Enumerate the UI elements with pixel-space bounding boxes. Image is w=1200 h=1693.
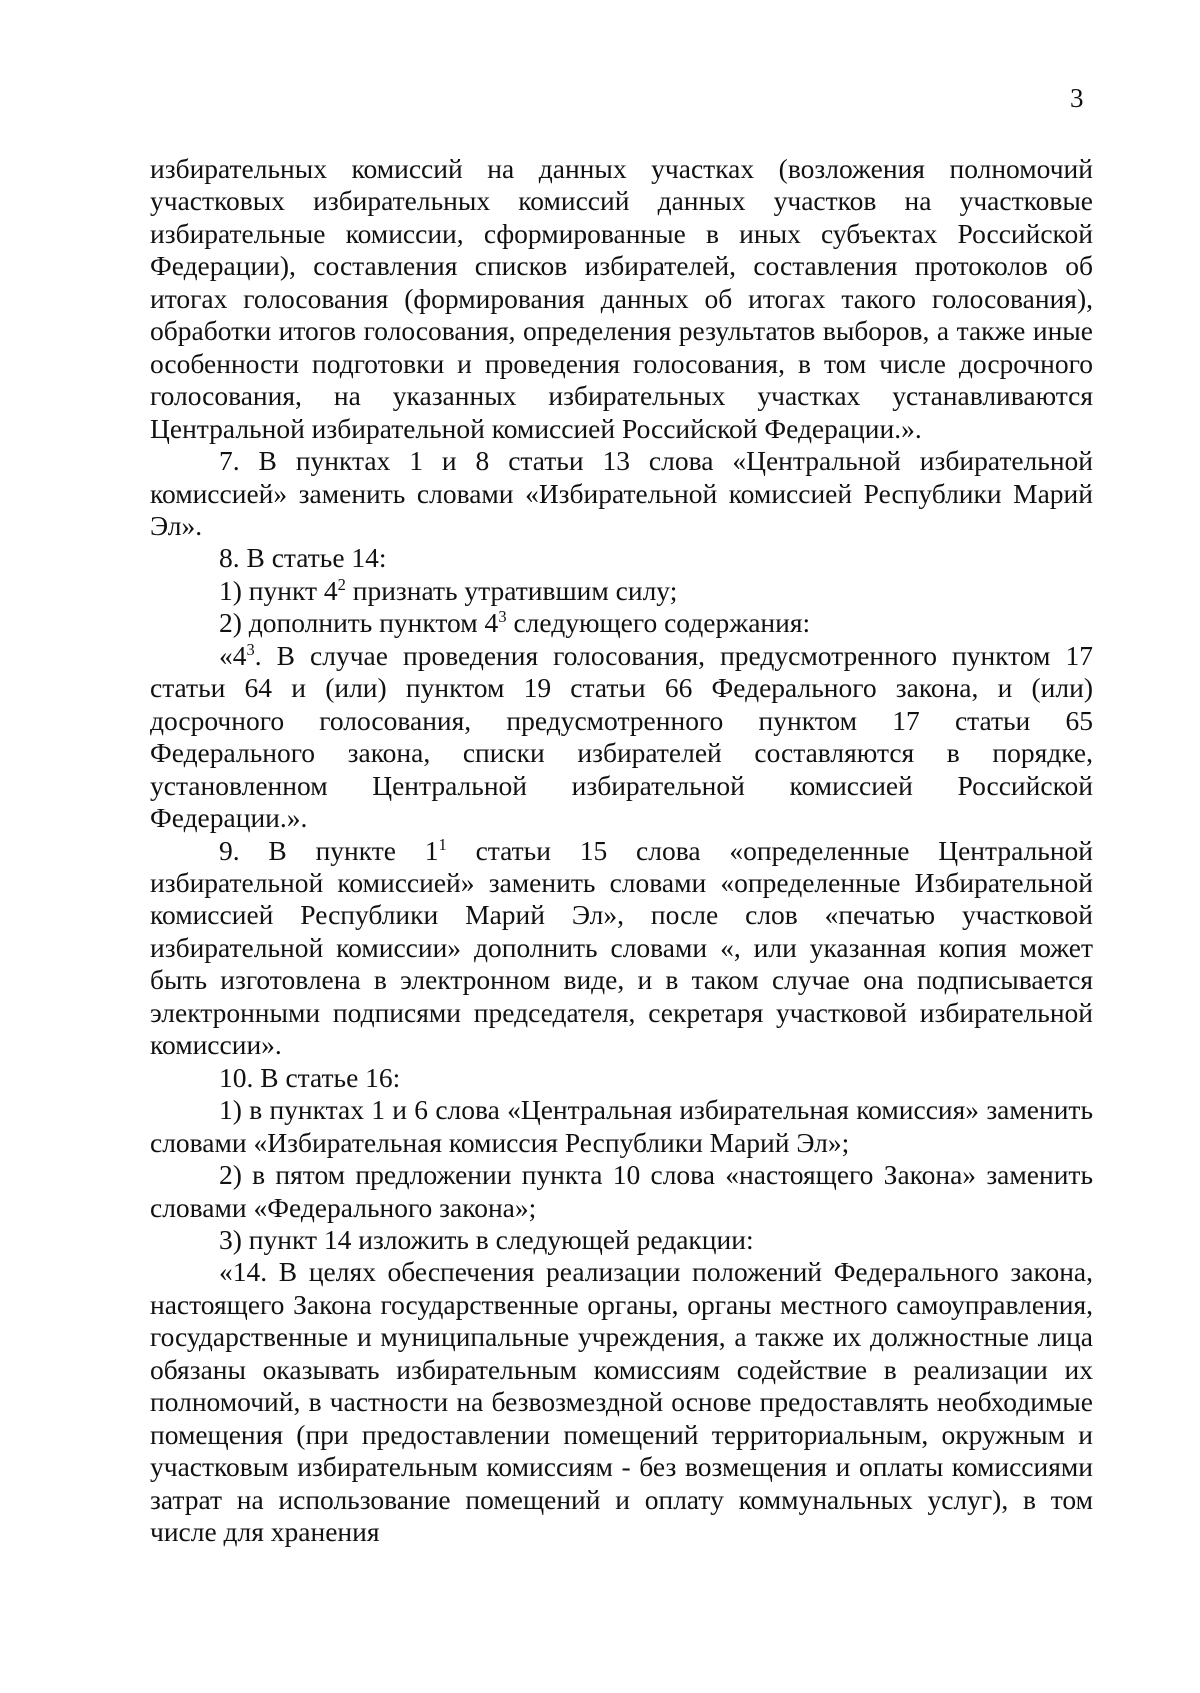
text-fragment: 1) пункт 4 [219, 574, 338, 606]
paragraph-item-10-1: 1) в пунктах 1 и 6 слова «Центральная избирательная комиссия» заменить словами «Избирательная комиссия Республики Марий Эл»; [150, 1094, 1093, 1158]
text-fragment: следующего содержания: [506, 607, 811, 639]
paragraph-item-8-2 [150, 607, 1093, 639]
document-body [150, 153, 1093, 1548]
superscript: 3 [246, 639, 255, 659]
paragraph-item-8: 8. В статье 14: [219, 542, 387, 574]
paragraph-item-10-2: 2) в пятом предложении пункта 10 слова «настоящего Закона» заменить словами «Федерального закона»; [150, 1159, 1093, 1223]
paragraph-item-10-3: 3) пункт 14 изложить в следующей редакции: [219, 1223, 754, 1255]
page-number: 3 [1070, 83, 1084, 113]
paragraph-point-4-3 [150, 640, 1093, 835]
paragraph-continuation: избирательных комиссий на данных участках (возложения полномочий участковых избирательных комиссий данных участков на участковые избирательные комиссии, сформированные в иных субъектах Российской Федерации), составления списков избирателей, составления протоколов об итогах голосования (формирования данных об итогах такого голосования), обработки итогов голосования, определения результатов выборов, а также иные особенности подготовки и проведения голосования, в том числе досрочного голосования, на указанных избирательных участках устанавливаются Центральной избирательной комиссией Российской Федерации.». [150, 153, 1093, 444]
text-fragment: признать утратившим силу; [345, 574, 678, 606]
superscript: 1 [438, 834, 447, 854]
paragraph-point-14: «14. В целях обеспечения реализации положений Федерального закона, настоящего Закона государственные органы, органы местного самоуправления, государственные и муниципальные учреждения, а также их должностные лица обязаны оказывать избирательным комиссиям содействие в реализации их полномочий, в частности на безвозмездной основе предоставлять необходимые помещения (при предоставлении помещений территориальным, окружным и участковым избирательным комиссиям - без возмещения и оплаты комиссиями затрат на использование помещений и оплату коммунальных услуг), в том числе для хранения [150, 1256, 1093, 1548]
text-fragment: . В случае проведения голосования, предусмотренного пунктом 17 статьи 64 и (или) пунктом 19 статьи 66 Федерального закона, и (или) досрочного голосования, предусмотренного пунктом 17 статьи 65 Федерального закона, списки избирателей составляются в порядке, установленном Центральной избирательной комиссией Российской Федерации.». [150, 639, 1093, 834]
text-fragment: 2) дополнить пунктом 4 [219, 607, 499, 639]
text-fragment: статьи 15 слова «определенные Центральной избирательной комиссией» заменить словами «определенные Избирательной комиссией Республики Марий Эл», после слов «печатью участковой избирательной комиссии» дополнить словами «, или указанная копия может быть изготовлена в электронном виде, и в таком случае она подписывается электронными подписями председателя, секретаря участковой избирательной комиссии». [150, 834, 1094, 1061]
text-fragment: 9. В пункте 1 [219, 834, 439, 866]
paragraph-item-9 [150, 835, 1093, 1062]
paragraph-item-8-1 [150, 575, 1093, 607]
text-fragment: «4 [219, 639, 247, 671]
paragraph-item-10: 10. В статье 16: [219, 1061, 401, 1093]
paragraph-item-7: 7. В пунктах 1 и 8 статьи 13 слова «Центральной избирательной комиссией» заменить словами «Избирательной комиссией Республики Марий Эл». [150, 445, 1093, 541]
superscript: 3 [498, 607, 507, 627]
superscript: 2 [337, 575, 346, 594]
